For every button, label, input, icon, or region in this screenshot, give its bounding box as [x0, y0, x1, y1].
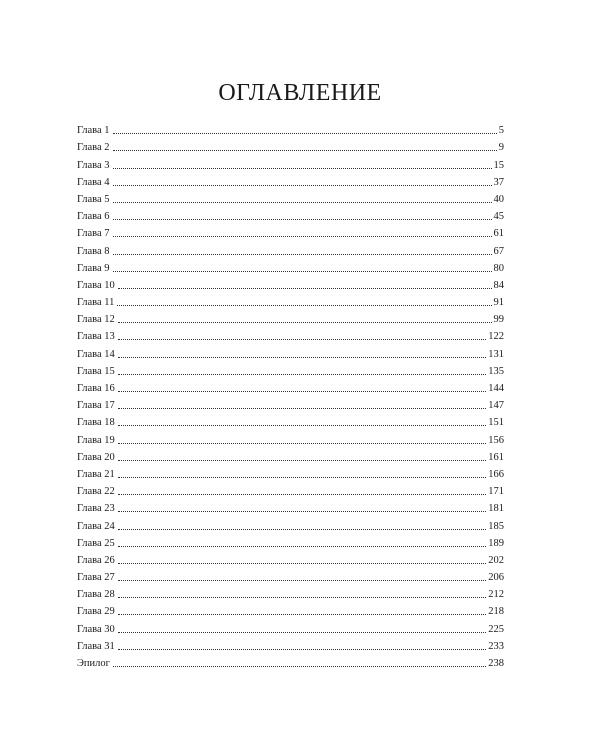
dot-leader — [113, 219, 492, 220]
dot-leader — [118, 288, 492, 289]
toc-entry-label: Глава 10 — [77, 279, 115, 291]
toc-entry[interactable] — [77, 343, 504, 360]
toc-entry[interactable] — [77, 429, 504, 446]
toc-entry-label: Глава 22 — [77, 486, 115, 498]
dot-leader — [118, 580, 486, 581]
toc-entry-page-number: 181 — [488, 503, 504, 515]
dot-leader — [118, 374, 486, 375]
toc-entry-page-number: 185 — [488, 520, 504, 532]
dot-leader — [118, 391, 486, 392]
toc-entry[interactable] — [77, 533, 504, 550]
toc-entry[interactable] — [77, 567, 504, 584]
dot-leader — [113, 185, 492, 186]
toc-entry-label: Глава 16 — [77, 383, 115, 394]
toc-entry-label: Глава 27 — [77, 572, 115, 584]
toc-entry[interactable] — [77, 636, 504, 653]
dot-leader — [118, 357, 486, 358]
toc-entry-page-number: 151 — [488, 417, 504, 429]
dot-leader — [118, 460, 486, 461]
toc-entry-page-number: 156 — [488, 434, 504, 446]
toc-entry-page-number: 9 — [498, 142, 504, 154]
toc-entry-label: Глава 21 — [77, 468, 115, 480]
toc-entry-label: Глава 20 — [77, 451, 115, 463]
dot-leader — [118, 632, 486, 633]
toc-entry-page-number: 233 — [488, 640, 504, 652]
table-of-contents — [77, 120, 504, 670]
dot-leader — [113, 133, 497, 134]
toc-entry[interactable] — [77, 550, 504, 567]
dot-leader — [118, 546, 486, 547]
toc-entry-label: Глава 28 — [77, 589, 115, 601]
toc-entry-page-number: 212 — [488, 589, 504, 601]
toc-entry-label: Глава 23 — [77, 503, 115, 515]
toc-entry[interactable] — [77, 258, 504, 275]
toc-entry[interactable] — [77, 515, 504, 532]
toc-entry-label: Глава 6 — [77, 211, 110, 223]
toc-entry-page-number: 91 — [493, 297, 504, 309]
toc-entry-label: Глава 11 — [77, 297, 115, 309]
dot-leader — [113, 271, 492, 272]
toc-entry[interactable] — [77, 240, 504, 257]
toc-entry[interactable] — [77, 498, 504, 515]
toc-entry-label: Глава 2 — [77, 142, 110, 154]
toc-entry-page-number: 166 — [488, 468, 504, 480]
toc-entry-page-number: 144 — [488, 383, 504, 394]
toc-entry-page-number: 135 — [488, 365, 504, 377]
toc-entry-page-number: 5 — [498, 125, 504, 137]
toc-entry-page-number: 161 — [488, 451, 504, 463]
dot-leader — [118, 529, 486, 530]
toc-entry-page-number: 225 — [488, 623, 504, 635]
toc-entry[interactable] — [77, 292, 504, 309]
toc-entry-label: Глава 3 — [77, 159, 110, 171]
toc-entry-label: Глава 4 — [77, 176, 110, 188]
toc-entry-label: Глава 1 — [77, 125, 110, 137]
dot-leader — [118, 425, 486, 426]
toc-entry-page-number: 171 — [488, 486, 504, 498]
toc-entry-label: Глава 19 — [77, 434, 115, 446]
toc-entry-page-number: 206 — [488, 572, 504, 584]
toc-entry[interactable] — [77, 584, 504, 601]
toc-entry-page-number: 15 — [493, 159, 504, 171]
toc-entry-label: Глава 13 — [77, 331, 115, 343]
toc-entry[interactable] — [77, 189, 504, 206]
toc-entry[interactable] — [77, 137, 504, 154]
dot-leader — [117, 305, 491, 306]
toc-entry[interactable] — [77, 120, 504, 137]
dot-leader — [113, 150, 497, 151]
toc-entry-page-number: 37 — [493, 176, 504, 188]
toc-entry[interactable] — [77, 601, 504, 618]
toc-entry[interactable] — [77, 309, 504, 326]
dot-leader — [113, 168, 492, 169]
toc-entry-page-number: 189 — [488, 537, 504, 549]
page-title: ОГЛАВЛЕНИЕ — [218, 80, 382, 107]
toc-entry-page-number: 80 — [493, 262, 504, 274]
dot-leader — [118, 477, 486, 478]
toc-entry-page-number: 131 — [488, 348, 504, 360]
dot-leader — [118, 322, 492, 323]
toc-entry-label: Глава 25 — [77, 537, 115, 549]
dot-leader — [113, 236, 492, 237]
toc-entry-page-number: 122 — [488, 331, 504, 343]
toc-entry[interactable] — [77, 618, 504, 635]
dot-leader — [118, 597, 486, 598]
toc-entry[interactable] — [77, 361, 504, 378]
toc-entry-page-number: 40 — [493, 193, 504, 205]
toc-entry-label: Глава 8 — [77, 245, 110, 257]
dot-leader — [113, 254, 492, 255]
toc-entry-label: Глава 17 — [77, 400, 115, 412]
dot-leader — [118, 494, 486, 495]
dot-leader — [113, 666, 486, 667]
toc-entry[interactable] — [77, 395, 504, 412]
toc-entry[interactable] — [77, 275, 504, 292]
toc-entry[interactable] — [77, 172, 504, 189]
toc-entry[interactable] — [77, 653, 504, 670]
toc-entry-label: Глава 7 — [77, 228, 110, 240]
dot-leader — [118, 339, 486, 340]
toc-entry-page-number: 202 — [488, 554, 504, 566]
toc-entry-label: Глава 29 — [77, 606, 115, 618]
toc-entry[interactable] — [77, 481, 504, 498]
toc-entry[interactable] — [77, 464, 504, 481]
toc-entry[interactable] — [77, 223, 504, 240]
dot-leader — [118, 443, 486, 444]
toc-entry-label: Эпилог — [77, 658, 110, 669]
toc-entry[interactable] — [77, 154, 504, 171]
dot-leader — [118, 649, 486, 650]
toc-entry[interactable] — [77, 206, 504, 223]
toc-entry-label: Глава 14 — [77, 348, 115, 360]
toc-entry-page-number: 45 — [493, 211, 504, 223]
dot-leader — [118, 408, 486, 409]
dot-leader — [113, 202, 492, 203]
toc-entry-label: Глава 26 — [77, 554, 115, 566]
toc-entry-page-number: 218 — [488, 606, 504, 618]
toc-entry-label: Глава 30 — [77, 623, 115, 635]
toc-entry-label: Глава 12 — [77, 314, 115, 326]
dot-leader — [118, 614, 486, 615]
toc-entry-page-number: 147 — [488, 400, 504, 412]
toc-entry[interactable] — [77, 412, 504, 429]
dot-leader — [118, 563, 486, 564]
toc-entry[interactable] — [77, 326, 504, 343]
toc-entry-label: Глава 31 — [77, 640, 115, 652]
toc-entry-page-number: 67 — [493, 245, 504, 257]
toc-entry-page-number: 61 — [493, 228, 504, 240]
toc-entry-label: Глава 24 — [77, 520, 115, 532]
toc-entry[interactable] — [77, 378, 504, 395]
toc-entry-label: Глава 5 — [77, 193, 110, 205]
toc-entry-page-number: 99 — [493, 314, 504, 326]
toc-entry-page-number: 238 — [488, 658, 504, 669]
toc-entry-label: Глава 18 — [77, 417, 115, 429]
toc-entry-page-number: 84 — [493, 279, 504, 291]
toc-entry-label: Глава 15 — [77, 365, 115, 377]
toc-entry[interactable] — [77, 447, 504, 464]
toc-entry-label: Глава 9 — [77, 262, 110, 274]
dot-leader — [118, 511, 486, 512]
